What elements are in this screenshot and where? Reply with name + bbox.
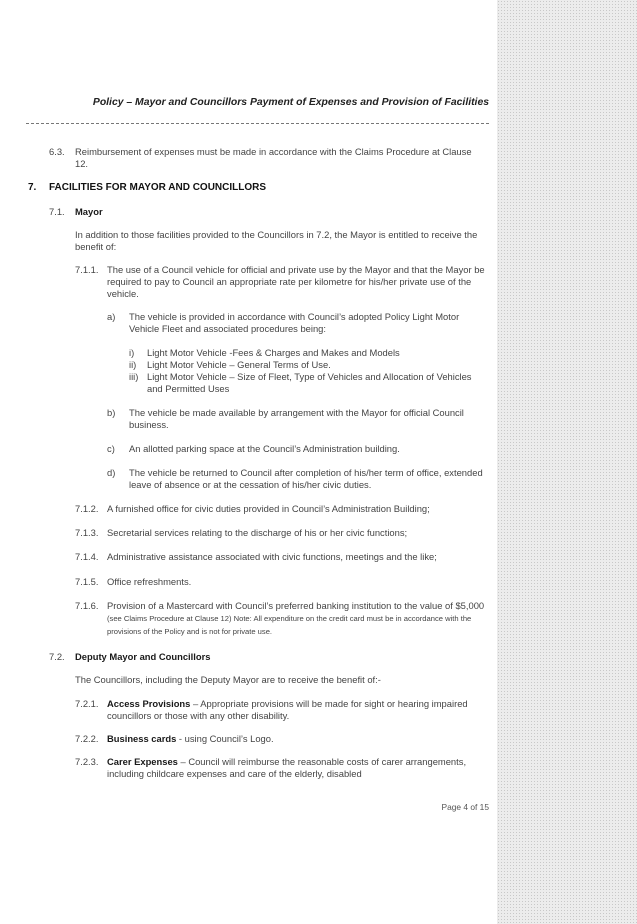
roman-text: Light Motor Vehicle -Fees & Charges and Makes and Models (147, 347, 400, 358)
clause-text (107, 600, 489, 638)
clause-number: 7.1.1. (75, 264, 99, 275)
clause-number: 7.1.3. (75, 527, 99, 538)
item-text: The vehicle be returned to Council after completion of his/her term of office, extended leave of absence or at the cessation of his/her civic duties. (129, 467, 483, 490)
clause-number: 6.3. (49, 146, 65, 157)
clause-term: Carer Expenses (107, 756, 178, 767)
page-number: Page 4 of 15 (441, 802, 489, 812)
margin-texture (497, 0, 637, 924)
clause-term: Access Provisions (107, 698, 191, 709)
item-label: a) (107, 311, 116, 322)
clause-text (107, 756, 489, 780)
clause-body: - using Council’s Logo. (176, 733, 274, 744)
item-label: d) (107, 467, 116, 478)
header-divider (26, 123, 489, 124)
clause-text: Office refreshments. (107, 576, 192, 587)
clause-text: A furnished office for civic duties provided in Council’s Administration Building; (107, 503, 430, 514)
clause-text: The use of a Council vehicle for official and private use by the Mayor and that the Mayor be required to pay to Council an appropriate rate per kilometre for his/her private use of the vehicle. (107, 264, 485, 299)
item-label: c) (107, 443, 115, 454)
item-label: b) (107, 407, 116, 418)
clause-body: – Appropriate provisions will be made for sight or hearing impaired councillors or those with any other disability. (107, 698, 468, 721)
clause-number: 7.1.6. (75, 600, 99, 611)
item-text: An allotted parking space at the Council’s Administration building. (129, 443, 400, 454)
clause-text (107, 698, 489, 722)
section-heading: FACILITIES FOR MAYOR AND COUNCILLORS (49, 182, 267, 193)
subsection-heading: Deputy Mayor and Councillors (75, 651, 211, 662)
clause-text: Reimbursement of expenses must be made in accordance with the Claims Procedure at Clause 12. (75, 146, 472, 169)
subsection-intro: In addition to those facilities provided to the Councillors in 7.2, the Mayor is entitled to receive the benefit of: (75, 229, 478, 252)
clause-number: 7.1.4. (75, 551, 99, 562)
subsection-number: 7.1. (49, 206, 65, 217)
clause-main-text: Provision of a Mastercard with Council’s preferred banking institution to the value of $5,000 (107, 600, 485, 611)
roman-text: Light Motor Vehicle – General Terms of Use. (147, 359, 331, 370)
roman-text: Light Motor Vehicle – Size of Fleet, Type of Vehicles and Allocation of Vehicles and Permitted Uses (147, 371, 472, 394)
item-text: The vehicle is provided in accordance with Council’s adopted Policy Light Motor Vehicle Fleet and associated procedures being: (129, 311, 460, 334)
clause-number: 7.2.3. (75, 756, 99, 767)
clause-text (107, 733, 489, 745)
page-header-title: Policy – Mayor and Councillors Payment of Expenses and Provision of Facilities (92, 97, 489, 108)
clause-number: 7.2.1. (75, 698, 99, 709)
clause-text: Secretarial services relating to the discharge of his or her civic functions; (107, 527, 408, 538)
subsection-intro: The Councillors, including the Deputy Mayor are to receive the benefit of:- (75, 674, 381, 685)
clause-number: 7.1.2. (75, 503, 99, 514)
clause-body: – Council will reimburse the reasonable costs of carer arrangements, including childcare expenses and care of the elderly, disabled (107, 756, 467, 779)
clause-term: Business cards (107, 733, 177, 744)
subsection-heading: Mayor (75, 206, 103, 217)
clause-number: 7.1.5. (75, 576, 99, 587)
subsection-number: 7.2. (49, 651, 65, 662)
roman-label: i) (129, 347, 135, 358)
clause-number: 7.2.2. (75, 733, 99, 744)
item-text: The vehicle be made available by arrangement with the Mayor for official Council business. (129, 407, 464, 430)
clause-text: Administrative assistance associated with civic functions, meetings and the like; (107, 551, 437, 562)
clause-note: (see Claims Procedure at Clause 12) Note: All expenditure on the credit card must be in accordance with the provisions of the Policy and is not for private use. (107, 614, 472, 636)
roman-label: iii) (129, 371, 139, 382)
roman-label: ii) (129, 359, 137, 370)
section-number: 7. (28, 182, 37, 193)
